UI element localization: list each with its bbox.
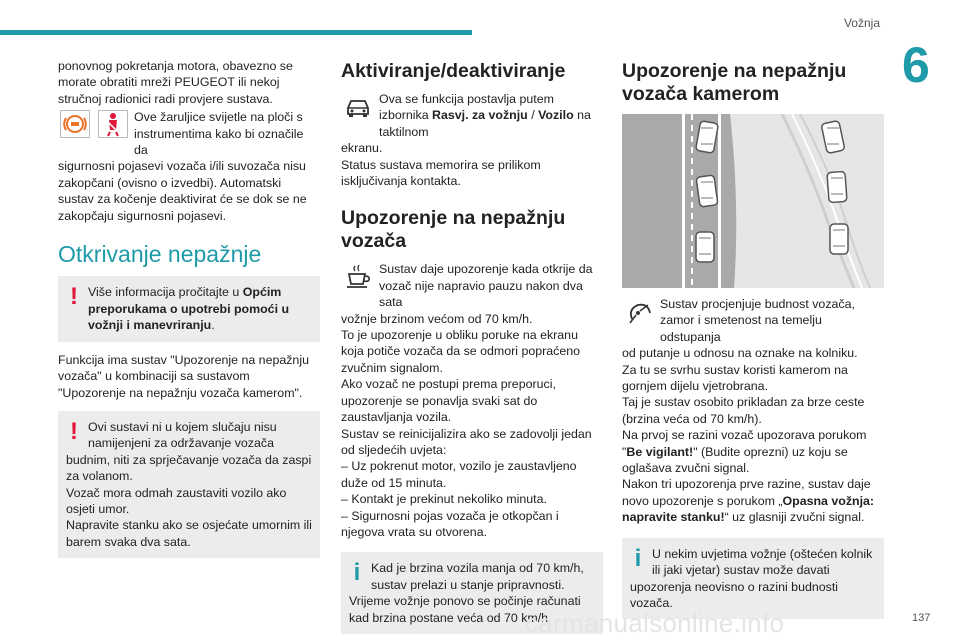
menu-vehicle: Vozilo <box>538 108 574 123</box>
function-paragraph: Funkcija ima sustav "Upozorenje na nepažnju vozača" u kombinaciji sa sustavom "Upozorenje na nepažnju vozača kamerom". <box>58 352 309 400</box>
second-level-a: Nakon tri upozorenja prve razine, sustav daje novo upozorenje s porukom „ <box>622 477 871 508</box>
activation-text <box>379 91 603 140</box>
camera-location-text: Za tu se svrhu sustav koristi kamerom na gornjem dijelu vjetrobrana. <box>622 362 848 394</box>
road-illustration <box>622 114 884 288</box>
warning-link-text: Općim preporukama o upotrebi pomoći u vožnji i manevriranju <box>88 285 290 333</box>
warning-box-recommendations <box>58 276 320 341</box>
camera-row <box>622 296 884 345</box>
column-2 <box>341 60 603 644</box>
warning2-line-c: Vozač mora odmah zaustaviti vozilo ako osjeti umor. <box>66 485 287 516</box>
message-be-vigilant: Be vigilant! <box>626 444 694 459</box>
driver-warning-row <box>341 261 603 310</box>
activation-row <box>341 91 603 140</box>
info-icon: i <box>634 544 642 572</box>
menu-lighting: Rasvj. za vožnju <box>432 108 528 123</box>
info-text-a: Kad je brzina vozila manja od 70 km/h, sustav prelazi u stanje pripravnosti. <box>371 561 584 592</box>
first-level-text <box>622 427 884 476</box>
second-level-text <box>622 476 884 525</box>
driver-warning-cont: vožnje brzinom većom od 70 km/h. <box>341 311 533 326</box>
message-dangerous-driving: Opasna vožnja: napravite stanku! <box>622 493 875 525</box>
heading-camera-warning: Upozorenje na nepažnju vozača kamerom <box>622 60 847 105</box>
warning-text-c: . <box>211 318 215 333</box>
warning-icon: ! <box>70 283 78 311</box>
section-heading-inattention: Otkrivanje nepažnje <box>58 241 262 268</box>
status-memory-text: Status sustava memorira se prilikom isključivanja kontakta. <box>341 157 541 189</box>
seatbelt-lamps-text-cont: sigurnosni pojasevi vozača i/ili suvozača nisu zakopčani (ovisno o izvedbi). Automatski sustav za kočenje deaktivirat će se dok se ne zakopčaju sigurnosni pojasevi. <box>58 159 307 223</box>
heading-activation: Aktiviranje/deaktiviranje <box>341 60 566 82</box>
brake-warning-icon <box>58 109 92 139</box>
driver-warning-text: Sustav daje upozorenje kada otkrije da vozač nije napravio pauzu nakon dva sata <box>379 262 593 310</box>
vehicle-settings-icon <box>341 91 375 121</box>
warning-box-not-replacement <box>58 411 320 558</box>
first-level-c: " (Budite oprezni) uz koju se oglašava zvučni signal. <box>622 444 848 476</box>
warning2-line-b: budnim, niti za sprječavanje vozača da zaspi za volanom. <box>66 452 312 484</box>
seatbelt-warning-icon <box>96 109 130 139</box>
coffee-cup-icon <box>341 261 375 291</box>
warning2-line-a: Ovi sustavi ni u kojem slučaju nisu namijenjeni za održavanje vozača <box>88 419 277 451</box>
info3-text-b: upozorenja neovisno o razini budnosti vozača. <box>630 579 839 610</box>
info-text-b: Vrijeme vožnje ponovo se počinje računati kad brzina postane veća od 70 km/h. <box>349 594 581 625</box>
intro-paragraph: ponovnog pokretanja motora, obavezno se morate obratiti mreži PEUGEOT ili nekoj stručnoj radionici radi provjere sustava. <box>58 59 293 106</box>
warning2-line-d: Napravite stanku ako se osjećate umornim ili barem svaka dva sata. <box>66 518 312 549</box>
activation-text-e: na taktilnom <box>379 108 591 139</box>
driver-warning-repeat: Ako vozač ne postupi prema preporuci, upozorenje se ponavlja svaki sat do zaustavljanja vozila. <box>341 377 556 425</box>
menu-separator: / <box>527 108 539 123</box>
warning-icon: ! <box>70 417 78 445</box>
steering-wheel-camera-icon <box>622 296 656 326</box>
condition-item: – Uz pokrenut motor, vozilo je zaustavljeno duže od 15 minuta. <box>341 459 577 490</box>
seatbelt-lamps-row <box>58 109 320 158</box>
activation-text-a: Ova se funkcija postavlja putem izbornika <box>379 92 554 123</box>
column-1 <box>58 58 320 568</box>
section-title: Vožnja <box>843 16 880 30</box>
condition-item: – Sigurnosni pojas vozača je otkopčan i njegova vrata su otvorena. <box>341 508 559 539</box>
condition-item: – Kontakt je prekinut nekoliko minuta. <box>341 492 547 507</box>
driver-warning-message: To je upozorenje u obliku poruke na ekranu koja potiče vozača da se odmori popraćeno zvučnim signalom. <box>341 328 581 375</box>
first-level-a: Na prvoj se razini vozač upozorava porukom " <box>622 428 867 459</box>
info3-text-a: U nekim uvjetima vožnje (oštećen kolnik ili jaki vjetar) sustav može davati <box>652 546 873 578</box>
second-level-c: “ uz glasniji zvučni signal. <box>724 510 865 525</box>
header-bar <box>0 30 472 35</box>
watermark: carmanualsonline.info <box>525 608 785 638</box>
activation-text-end: ekranu. <box>341 141 383 156</box>
page-number: 137 <box>912 612 931 624</box>
warning-text-a: Više informacija pročitajte u <box>88 285 243 300</box>
driver-warning-reset: Sustav se reinicijalizira ako se zadovolji jedan od sljedećih uvjeta: <box>341 426 592 457</box>
camera-text-cont: od putanje u odnosu na oznake na kolniku. <box>622 346 858 361</box>
camera-text: Sustav procjenjuje budnost vozača, zamor i smetenost na temelju odstupanja <box>660 297 855 344</box>
camera-roads-text: Taj je sustav osobito prikladan za brze ceste (brzina veća od 70 km/h). <box>622 395 865 426</box>
heading-driver-warning: Upozorenje na nepažnju vozača <box>341 207 566 253</box>
seatbelt-lamps-text: Ove žaruljice svijetle na ploči s instrumentima kako bi označile da <box>134 110 304 158</box>
column-3 <box>622 60 884 629</box>
warning-text <box>66 284 314 333</box>
chapter-number: 6 <box>902 37 930 93</box>
info-icon: i <box>353 559 361 587</box>
